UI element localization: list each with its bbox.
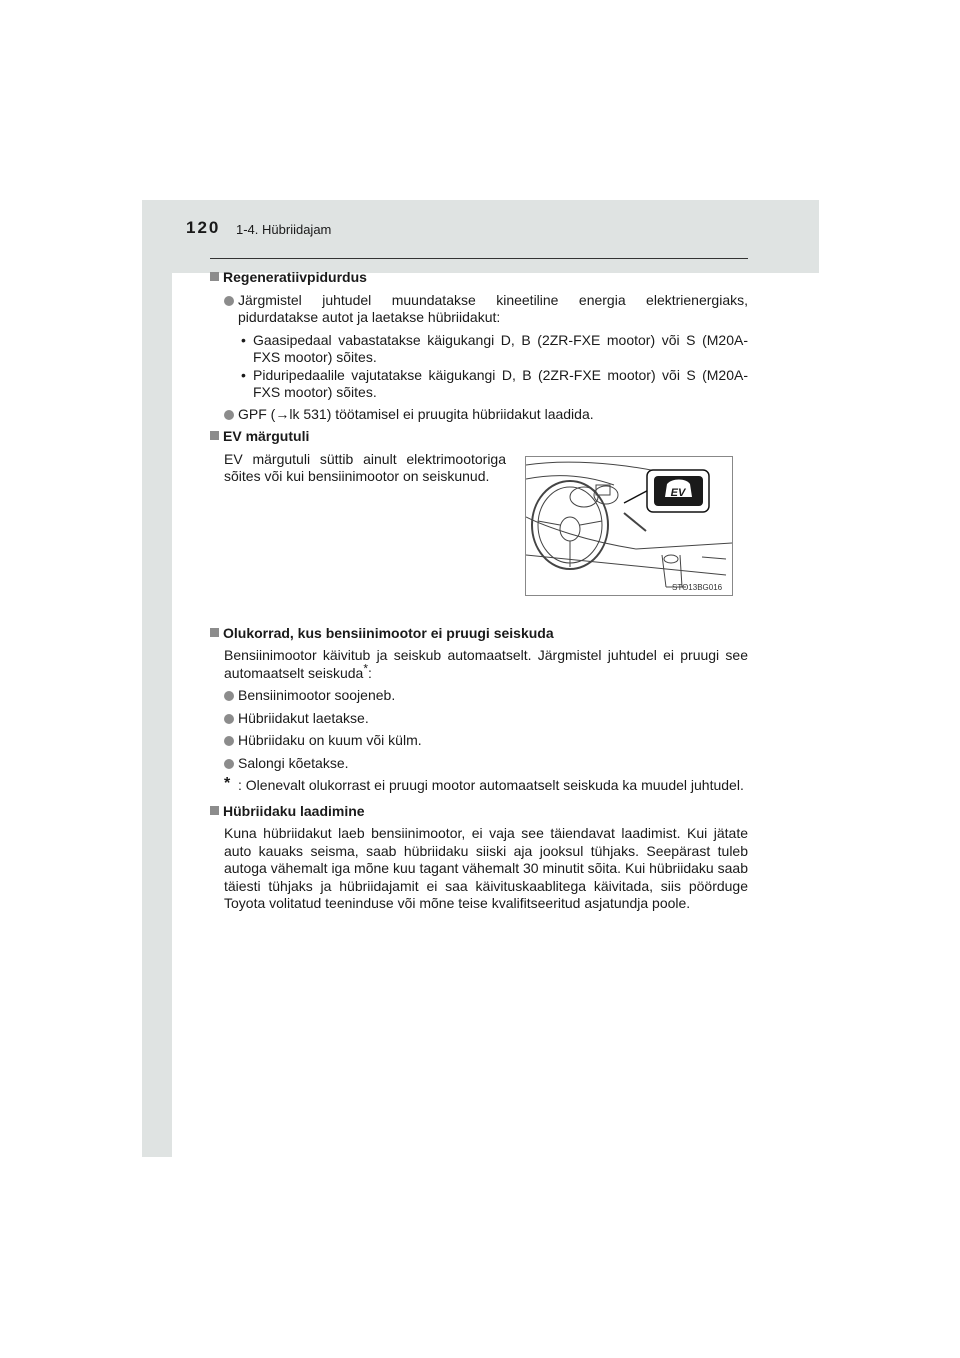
sub-item-text: Gaasipedaal vabastatakse käigukangi D, B (2ZR-FXE mootor) või S (M20A-FXS mootor) sõites. bbox=[253, 331, 748, 365]
asterisk-mark: * bbox=[363, 660, 368, 675]
circle-bullet-icon bbox=[224, 714, 234, 724]
battery-charging-text: Kuna hübriidakut laeb bensiinimootor, ei vaja see täiendavat laadimist. Kui jätate auto kauaks seisma, saab hübriidaku siiski aja jooksul tühjaks. Seepärast tuleb autoga vähemalt iga mõne kuu tagant vähemalt 30 minutit sõita. Kui hübriidaku saab täiesti tühjaks ja hübriidajamit ei saa käivituskaablitega käivitada, siis pöörduge Toyota volitatud teeninduse või mõne teise kvalifitseeritud asjatundja poole. bbox=[224, 825, 748, 911]
bullet-text: Hübriidaku on kuum või külm. bbox=[238, 732, 422, 748]
square-bullet-icon bbox=[210, 806, 219, 815]
ev-indicator-label: EV bbox=[670, 486, 686, 499]
engine-stop-item-1 bbox=[210, 687, 748, 705]
intro-colon: : bbox=[367, 664, 372, 681]
heading-text: EV märgutuli bbox=[223, 428, 310, 444]
circle-bullet-icon bbox=[224, 759, 234, 769]
circle-bullet-icon bbox=[224, 296, 234, 306]
engine-stop-item-2 bbox=[210, 710, 748, 728]
regen-bullet-2 bbox=[210, 406, 748, 424]
heading-text: Hübriidaku laadimine bbox=[223, 802, 365, 819]
circle-bullet-icon bbox=[224, 736, 234, 746]
regen-sub-item-2 bbox=[240, 367, 748, 402]
dot-marker-icon: • bbox=[241, 331, 246, 348]
ev-description: EV märgutuli süttib ainult elektrimootoriga sõites või kui bensiinimootor on seiskunud. bbox=[224, 450, 506, 484]
footnote bbox=[210, 777, 748, 795]
regen-bullet-1 bbox=[210, 292, 748, 327]
bullet-text: Salongi kõetakse. bbox=[238, 754, 349, 771]
square-bullet-icon bbox=[210, 272, 219, 281]
circle-bullet-icon bbox=[224, 691, 234, 701]
square-bullet-icon bbox=[210, 431, 219, 440]
heading-text: Regeneratiivpidurdus bbox=[223, 269, 367, 285]
footnote-asterisk: * bbox=[224, 775, 231, 792]
heading-engine-stop bbox=[210, 625, 748, 643]
heading-ev-indicator bbox=[210, 428, 748, 446]
bullet-text: Hübriidakut laetakse. bbox=[238, 709, 369, 726]
heading-regeneration bbox=[210, 269, 748, 287]
section-title: 1-4. Hübriidajam bbox=[236, 222, 332, 237]
engine-stop-item-4 bbox=[210, 755, 748, 773]
bullet-text: Bensiinimootor soojeneb. bbox=[238, 687, 396, 703]
page-content bbox=[210, 258, 748, 918]
heading-text: Olukorrad, kus bensiinimootor ei pruugi seiskuda bbox=[223, 624, 554, 641]
side-band bbox=[142, 200, 172, 1157]
intro-text: Bensiinimootor käivitub ja seiskub automaatselt. Järgmistel juhtudel ei pruugi see automaatselt seiskuda bbox=[224, 647, 748, 681]
regen-sub-item-1 bbox=[240, 332, 748, 367]
footnote-text: : Olenevalt olukorrast ei pruugi mootor automaatselt seiskuda ka muudel juhtudel. bbox=[238, 777, 744, 793]
engine-stop-intro bbox=[210, 647, 748, 682]
square-bullet-icon bbox=[210, 628, 219, 637]
dashboard-illustration bbox=[525, 456, 733, 596]
page-number: 120 bbox=[186, 218, 221, 237]
engine-stop-item-3 bbox=[210, 732, 748, 750]
circle-bullet-icon bbox=[224, 410, 234, 420]
dot-marker-icon: • bbox=[241, 366, 246, 383]
heading-battery-charging bbox=[210, 803, 748, 821]
dashboard-drawing bbox=[526, 457, 732, 595]
bullet-text: Järgmistel juhtudel muundatakse kineetiline energia elektrienergiaks, pidurdatakse autot ja laetakse hübriidakut: bbox=[238, 291, 748, 325]
regen-sub-list bbox=[210, 332, 748, 402]
ev-section bbox=[210, 451, 748, 611]
sub-item-text: Piduripedaalile vajutatakse käigukangi D, B (2ZR-FXE mootor) või S (M20A-FXS mootor) sõites. bbox=[253, 366, 748, 400]
bullet-text: GPF (→lk 531) töötamisel ei pruugita hübriidakut laadida. bbox=[238, 405, 594, 422]
top-rule bbox=[210, 258, 748, 259]
figure-code: STO13BG016 bbox=[672, 582, 723, 592]
